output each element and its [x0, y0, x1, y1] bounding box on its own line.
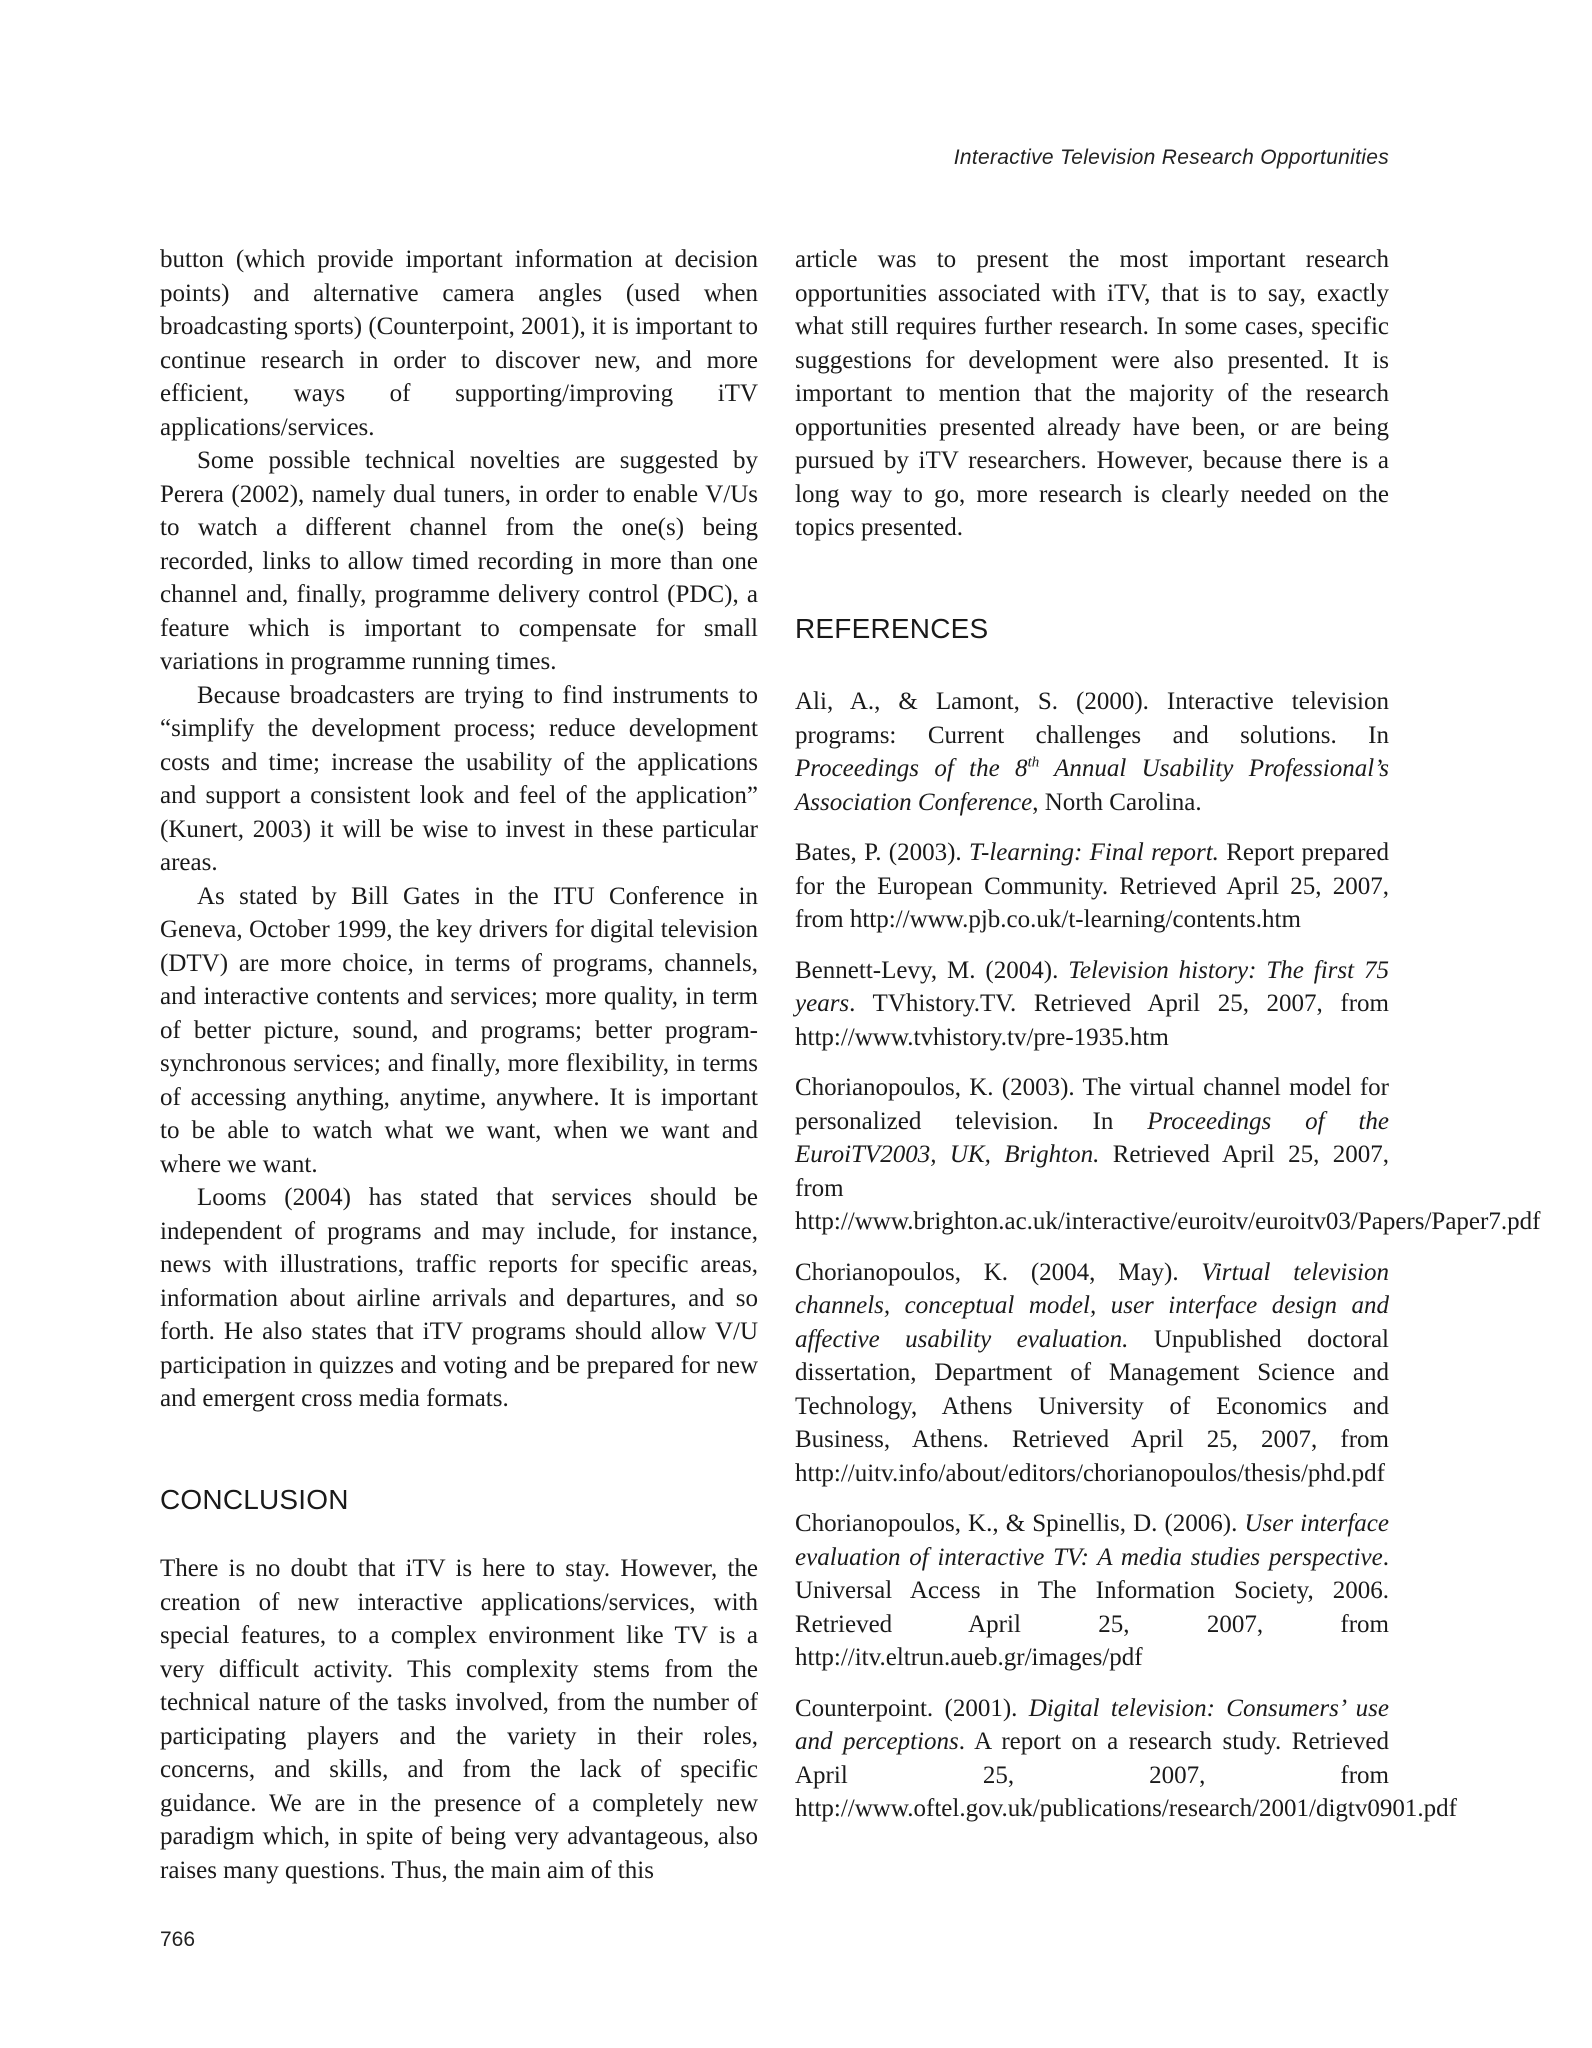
- page-number: 766: [160, 1928, 196, 1951]
- conclusion-continuation: article was to present the most important research opportunities associated with iTV, that is to say, exactly what still requires further research. In some cases, specific suggestions for development were also presented. It is important to mention that the majority of the research opportunities presented already have been, or are being pursued by iTV researchers. However, because there is a long way to go, more research is clearly needed on the topics presented.: [795, 246, 1389, 541]
- reference-entry: Chorianopoulos, K. (2004, May). Virtual television channels, conceptual model, user interface design and affective usability evaluation. Unpublished doctoral dissertation, Department of Management Science and Technology, Athens University of Economics and Business, Athens. Retrieved April 25, 2007, from http://uitv.info/about/editors/chorianopoulos/thesis/phd.pdf: [795, 1258, 1389, 1487]
- reference-entry: Bates, P. (2003). T-learning: Final report. Report prepared for the European Community. Retrieved April 25, 2007, from http://www.pjb.co.uk/t-learning/contents.htm: [795, 839, 1389, 933]
- body-paragraph: Looms (2004) has stated that services should be independent of programs and may include, for instance, news with illustrations, traffic reports for specific areas, information about airline arrivals and departures, and so forth. He also states that iTV programs should allow V/U participation in quizzes and voting and be prepared for new and emergent cross media formats.: [160, 1184, 758, 1412]
- reference-entry: Chorianopoulos, K., & Spinellis, D. (2006). User interface evaluation of interactive TV: A media studies perspective. Universal Access in The Information Society, 2006. Retrieved April 25, 2007, from http://itv.eltrun.aueb.gr/images/pdf: [795, 1510, 1390, 1671]
- reference-title: T-learning: Final report.: [968, 839, 1219, 866]
- reference-title: Television history: The first 75 years: [795, 956, 1389, 1017]
- reference-title: Virtual television channels, conceptual model, user interface design and affective usability evaluation.: [795, 1258, 1389, 1353]
- running-header: Interactive Television Research Opportunities: [953, 146, 1389, 169]
- body-paragraph: As stated by Bill Gates in the ITU Conference in Geneva, October 1999, the key drivers for digital television (DTV) are more choice, in terms of programs, channels, and interactive contents and services; more quality, in term of better picture, sound, and programs; better program-synchronous services; and finally, more flexibility, in terms of accessing anything, anytime, anywhere. It is important to be able to watch what we want, when we want and where we want.: [160, 882, 758, 1178]
- reference-title: Digital television: Consumers’ use and perceptions: [795, 1694, 1389, 1755]
- reference-title: Proceedings of the 8th Annual Usability Professional’s Association Conference: [795, 754, 1389, 816]
- reference-entry: Ali, A., & Lamont, S. (2000). Interactive television programs: Current challenges and solutions. In Proceedings of the 8th Annual Usability Professional’s Association Conference, North Carolina.: [795, 688, 1389, 816]
- body-paragraph: Because broadcasters are trying to find instruments to “simplify the development process; reduce development costs and time; increase the usability of the applications and support a consistent look and feel of the application” (Kunert, 2003) it will be wise to invest in these particular areas.: [160, 681, 758, 876]
- reference-title: User interface evaluation of interactive TV: A media studies perspective: [795, 1510, 1390, 1571]
- reference-entry: Chorianopoulos, K. (2003). The virtual channel model for personalized television. In Proceedings of the EuroiTV2003, UK, Brighton. Retrieved April 25, 2007, from http://www.brighton.ac.uk/interactive/euroitv/euroitv03/Papers/Paper7.pdf: [795, 1074, 1541, 1235]
- reference-entry: Counterpoint. (2001). Digital television: Consumers’ use and perceptions. A report on a research study. Retrieved April 25, 2007, from http://www.oftel.gov.uk/publications/research/2001/digtv0901.pdf: [795, 1694, 1457, 1822]
- right-column: [795, 243, 1541, 1843]
- conclusion-paragraph: There is no doubt that iTV is here to stay. However, the creation of new interactive applications/services, with special features, to a complex environment like TV is a very difficult activity. This complexity stems from the technical nature of the tasks involved, from the number of participating players and the variety in their roles, concerns, and skills, and from the lack of specific guidance. We are in the presence of a completely new paradigm which, in spite of being very advantageous, also raises many questions. Thus, the main aim of this: [160, 1555, 758, 1884]
- body-paragraph: Some possible technical novelties are suggested by Perera (2002), namely dual tuners, in order to enable V/Us to watch a different channel from the one(s) being recorded, links to allow timed recording in more than one channel and, finally, programme delivery control (PDC), a feature which is important to compensate for small variations in programme running times.: [160, 447, 758, 675]
- left-column: [160, 243, 758, 1887]
- references-heading: REFERENCES: [795, 612, 989, 644]
- reference-title: Proceedings of the EuroiTV2003, UK, Brighton.: [795, 1107, 1389, 1168]
- reference-entry: Bennett-Levy, M. (2004). Television history: The first 75 years. TVhistory.TV. Retrieved April 25, 2007, from http://www.tvhistory.tv/pre-1935.htm: [795, 956, 1389, 1051]
- body-paragraph: button (which provide important information at decision points) and alternative camera angles (used when broadcasting sports) (Counterpoint, 2001), it is important to continue research in order to discover new, and more efficient, ways of supporting/improving iTV applications/services.: [160, 246, 758, 441]
- conclusion-heading: CONCLUSION: [160, 1483, 349, 1515]
